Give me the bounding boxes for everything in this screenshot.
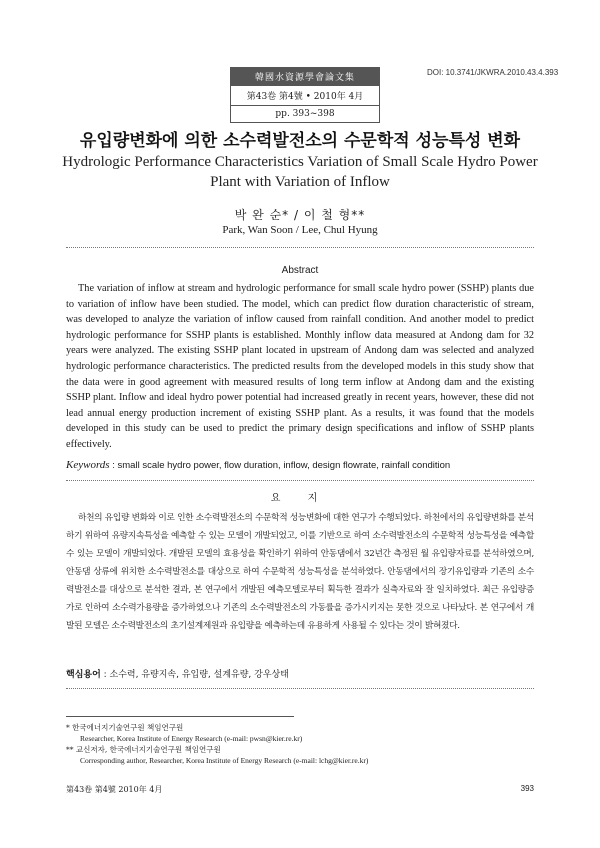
footnote-2-korean: ** 교신저자, 한국에너지기술연구원 책임연구원 — [66, 745, 221, 754]
footnote-2-english: Corresponding author, Researcher, Korea Institute of Energy Research (e-mail: lchg@kier.re.kr) — [80, 756, 369, 765]
footnote-rule — [66, 716, 294, 717]
keywords — [66, 459, 534, 471]
keywords-korean-list: : 소수력, 유량지속, 유입량, 설계유량, 강우상태 — [103, 670, 289, 680]
keywords-korean — [66, 667, 534, 680]
authors-english: Park, Wan Soon / Lee, Chul Hyung — [222, 224, 378, 236]
footnote-1-english: Researcher, Korea Institute of Energy Research (e-mail: pwsn@kier.re.kr) — [80, 734, 303, 743]
footnotes — [66, 722, 526, 766]
footnote-1-korean: * 한국에너지기술연구원 책임연구원 — [66, 723, 184, 732]
abstract-heading: Abstract — [281, 265, 319, 276]
page-number: 393 — [520, 784, 534, 793]
footer-issue: 第43卷 第4號 2010年 4月 — [66, 785, 163, 794]
keywords-label: Keywords — [66, 459, 110, 471]
divider-top — [66, 247, 534, 248]
title-korean: 유입량변화에 의한 소수력발전소의 수문학적 성능특성 변화 — [79, 131, 521, 151]
summary-heading: 요 지 — [270, 493, 330, 504]
doi: DOI: 10.3741/JKWRA.2010.43.4.393 — [427, 68, 559, 77]
journal-name: 韓國水資源學會論文集 — [231, 68, 379, 86]
divider-bottom — [66, 688, 534, 689]
journal-info-box — [230, 67, 380, 123]
authors-korean: 박 완 순* / 이 철 형** — [234, 208, 366, 222]
abstract-text: The variation of inflow at stream and hydrologic performance for small scale hydro power (SSHP) plants due to variation of inflow have been studied. The model, which can predict flow duration characteristic of stream, was developed to analyze the variation of inflow caused from rainfall condition. And another model to predict hydrologic performance for SSHP plants is established. Monthly inflow data measured at Andong dam for 32 years were analyzed. The existing SSHP plant located in upstream of Andong dam was selected and analyzed hydrologic performance characteristics. The predicted results from the developed models in this study show that the data were in good agreement with measured results of long term inflow at Andong dam and the existing SSHP plant. Inflow and ideal hydro power potential had increased greatly in recent years, however, these did not lead annual energy production increment of existing SSHP plant. As a results, it was found that the models developed in this study can be used to predict the primary design specifications and inflow of SSHP plants effectively. — [66, 283, 534, 450]
keywords-korean-label: 핵심용어 — [66, 670, 101, 680]
summary-text: 하천의 유입량 변화와 이로 인한 소수력발전소의 수문학적 성능변화에 대한 연구가 수행되었다. 하천에서의 유입량변화를 분석하기 위하여 유량지속특성을 예측할 수 있는 모델이 개발되었고, 이를 기반으로 하여 소수력발전소의 수문학적 성능특성을 예측할 수 있는 모델이 개발되었다. 개발된 모델의 효용성을 확인하기 위하여 안동댐에서 32년간 측정된 월 유입량자료를 분석하였으며, 안동댐 상류에 위치한 소수력발전소를 대상으로 하여 수문학적 성능특성을 분석하였다. 안동댐에서의 장기유입량과 기존의 소수력발전소를 대상으로 분석한 결과, 본 연구에서 개발된 예측모델로부터 획득한 결과가 실측자료와 잘 일치하였다. 최근 유입량증가로 인하여 소수력가용량을 증가하였으나 기존의 소수력발전소의 가동률을 증가시키지는 못한 것으로 나타났다. 본 연구에서 개발된 모델은 소수력발전소의 초기설계제원과 유입량을 예측하는데 유용하게 사용될 수 있다는 것이 밝혀졌다. — [66, 513, 534, 631]
title-english: Hydrologic Performance Characteristics Variation of Small Scale Hydro Power Plant with Variation of Inflow — [62, 154, 538, 190]
keywords-list: : small scale hydro power, flow duration, inflow, design flowrate, rainfall condition — [112, 460, 451, 471]
journal-volume: 第43卷 第4號 • 2010年 4月 — [231, 86, 379, 106]
divider-middle — [66, 480, 534, 481]
journal-pages: pp. 393~398 — [275, 109, 335, 119]
